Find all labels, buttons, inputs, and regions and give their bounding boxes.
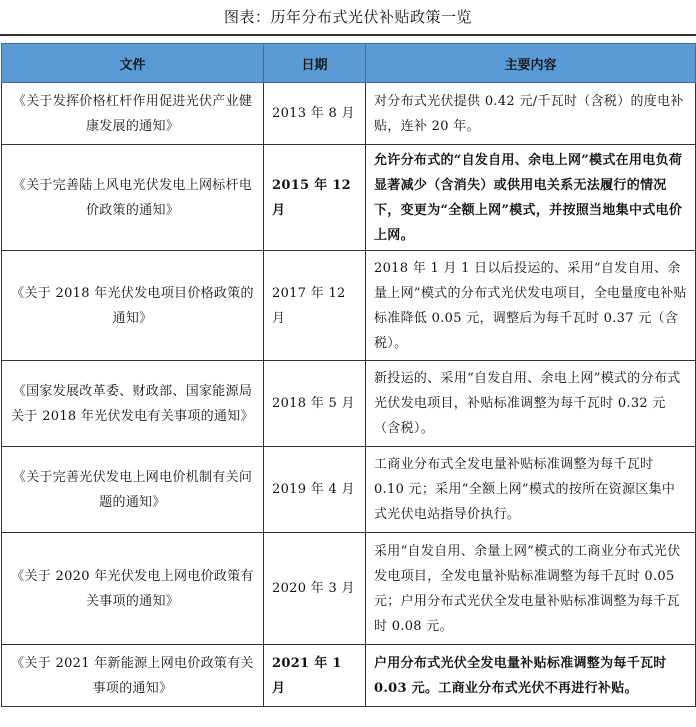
table-row xyxy=(2,83,696,145)
title-divider xyxy=(0,34,696,36)
header-content: 主要内容 xyxy=(366,44,696,83)
table-row xyxy=(2,533,696,645)
row-date: 2013 年 8 月 xyxy=(264,83,366,145)
row-content: 新投运的、采用“自发自用、余电上网”模式的分布式光伏发电项目，补贴标准调整为每千瓦时 0.32 元（含税）。 xyxy=(366,361,696,447)
row-file: 《国家发展改革委、财政部、国家能源局关于 2018 年光伏发电有关事项的通知》 xyxy=(2,361,264,447)
table-header-row xyxy=(2,44,696,83)
header-date: 日期 xyxy=(264,44,366,83)
row-date: 2017 年 12 月 xyxy=(264,251,366,361)
row-date: 2020 年 3 月 xyxy=(264,533,366,645)
row-content: 对分布式光伏提供 0.42 元/千瓦时（含税）的度电补贴，连补 20 年。 xyxy=(366,83,696,145)
row-file: 《关于完善陆上风电光伏发电上网标杆电价政策的通知》 xyxy=(2,145,264,251)
row-date: 2015 年 12 月 xyxy=(264,145,366,251)
row-date: 2018 年 5 月 xyxy=(264,361,366,447)
row-content: 2018 年 1 月 1 日以后投运的、采用“自发自用、余量上网”模式的分布式光伏发电项目，全电量度电补贴标准降低 0.05 元，调整后为每千瓦时 0.37 元（含税）。 xyxy=(366,251,696,361)
table-row xyxy=(2,361,696,447)
row-content: 采用“自发自用、余量上网”模式的工商业分布式光伏发电项目，全发电量补贴标准调整为每千瓦时 0.05 元；户用分布式光伏全发电量补贴标准调整为每千瓦时 0.08 元。 xyxy=(366,533,696,645)
row-date: 2021 年 1 月 xyxy=(264,645,366,707)
row-content: 工商业分布式全发电量补贴标准调整为每千瓦时 0.10 元；采用“全额上网”模式的按所在资源区集中式光伏电站指导价执行。 xyxy=(366,447,696,533)
table-row xyxy=(2,447,696,533)
table-row xyxy=(2,145,696,251)
row-date: 2019 年 4 月 xyxy=(264,447,366,533)
table-row xyxy=(2,645,696,707)
row-file: 《关于 2021 年新能源上网电价政策有关事项的通知》 xyxy=(2,645,264,707)
policy-table xyxy=(1,43,696,707)
row-file: 《关于 2018 年光伏发电项目价格政策的通知》 xyxy=(2,251,264,361)
header-file: 文件 xyxy=(2,44,264,83)
page-title: 图表：历年分布式光伏补贴政策一览 xyxy=(223,8,472,26)
row-file: 《关于发挥价格杠杆作用促进光伏产业健康发展的通知》 xyxy=(2,83,264,145)
row-content: 户用分布式光伏全发电量补贴标准调整为每千瓦时 0.03 元。工商业分布式光伏不再进行补贴。 xyxy=(366,645,696,707)
table-row xyxy=(2,251,696,361)
row-content: 允许分布式的“自发自用、余电上网”模式在用电负荷显著减少（含消失）或供用电关系无法履行的情况下，变更为“全额上网”模式，并按照当地集中式电价上网。 xyxy=(366,145,696,251)
row-file: 《关于完善光伏发电上网电价机制有关问题的通知》 xyxy=(2,447,264,533)
row-file: 《关于 2020 年光伏发电上网电价政策有关事项的通知》 xyxy=(2,533,264,645)
